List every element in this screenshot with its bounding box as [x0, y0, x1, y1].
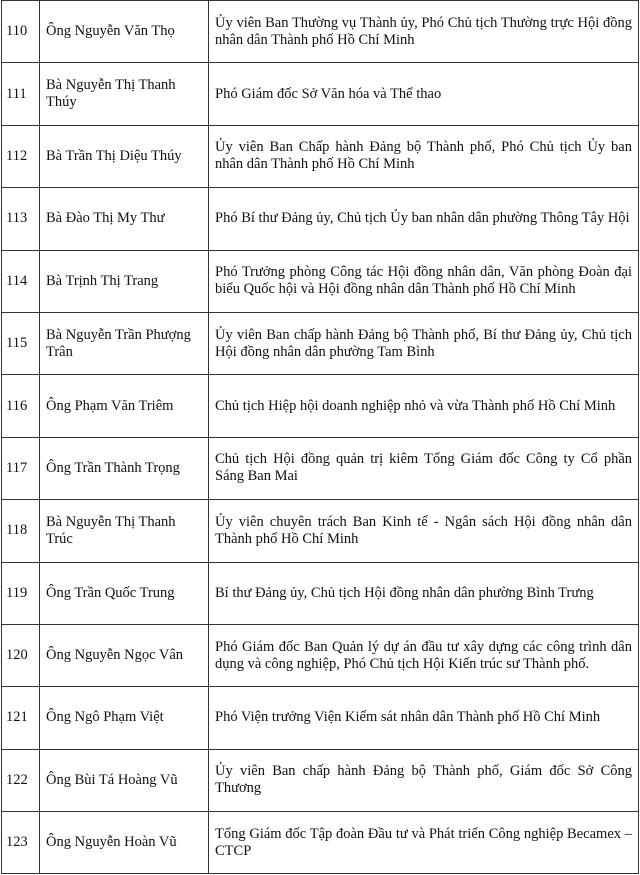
- row-number: 123: [2, 812, 40, 874]
- row-number: 122: [2, 749, 40, 811]
- table-row: [2, 63, 639, 125]
- table-row: [2, 375, 639, 437]
- row-number: 121: [2, 687, 40, 749]
- table-row: [2, 125, 639, 187]
- row-number: 117: [2, 437, 40, 499]
- member-name: Bà Trịnh Thị Trang: [40, 250, 209, 312]
- member-name: Ông Phạm Văn Triêm: [40, 375, 209, 437]
- row-number: 110: [2, 1, 40, 63]
- member-position: Phó Bí thư Đảng ủy, Chủ tịch Ủy ban nhân dân phường Thông Tây Hội: [209, 188, 639, 250]
- table-row: [2, 188, 639, 250]
- member-position: Tổng Giám đốc Tập đoàn Đầu tư và Phát triển Công nghiệp Becamex – CTCP: [209, 812, 639, 874]
- member-name: Ông Nguyễn Ngọc Vân: [40, 624, 209, 686]
- member-name: Bà Trần Thị Diệu Thúy: [40, 125, 209, 187]
- row-number: 114: [2, 250, 40, 312]
- member-name: Ông Trần Quốc Trung: [40, 562, 209, 624]
- member-position: Bí thư Đảng ủy, Chủ tịch Hội đồng nhân dân phường Bình Trưng: [209, 562, 639, 624]
- member-table: [1, 0, 639, 874]
- table-row: [2, 562, 639, 624]
- member-position: Phó Viện trưởng Viện Kiểm sát nhân dân Thành phố Hồ Chí Minh: [209, 687, 639, 749]
- member-position: Ủy viên chuyên trách Ban Kinh tế - Ngân sách Hội đồng nhân dân Thành phố Hồ Chí Minh: [209, 500, 639, 562]
- member-name: Ông Trần Thành Trọng: [40, 437, 209, 499]
- member-position: Ủy viên Ban Chấp hành Đảng bộ Thành phố, Phó Chủ tịch Ủy ban nhân dân Thành phố Hồ Chí Minh: [209, 125, 639, 187]
- member-name: Bà Đào Thị My Thư: [40, 188, 209, 250]
- row-number: 120: [2, 624, 40, 686]
- row-number: 119: [2, 562, 40, 624]
- member-position: Phó Trưởng phòng Công tác Hội đồng nhân dân, Văn phòng Đoàn đại biểu Quốc hội và Hội đồng nhân dân Thành phố Hồ Chí Minh: [209, 250, 639, 312]
- member-position: Chủ tịch Hiệp hội doanh nghiệp nhỏ và vừa Thành phố Hồ Chí Minh: [209, 375, 639, 437]
- member-position: Ủy viên Ban chấp hành Đảng bộ Thành phố, Giám đốc Sở Công Thương: [209, 749, 639, 811]
- table-row: [2, 687, 639, 749]
- row-number: 112: [2, 125, 40, 187]
- table-row: [2, 312, 639, 374]
- member-name: Bà Nguyễn Thị Thanh Trúc: [40, 500, 209, 562]
- table-row: [2, 1, 639, 63]
- row-number: 116: [2, 375, 40, 437]
- member-position: Ủy viên Ban chấp hành Đảng bộ Thành phố, Bí thư Đảng ủy, Chủ tịch Hội đồng nhân dân phường Tam Bình: [209, 312, 639, 374]
- row-number: 113: [2, 188, 40, 250]
- member-position: Ủy viên Ban Thường vụ Thành ủy, Phó Chủ tịch Thường trực Hội đồng nhân dân Thành phố Hồ Chí Minh: [209, 1, 639, 63]
- member-name: Ông Ngô Phạm Việt: [40, 687, 209, 749]
- row-number: 118: [2, 500, 40, 562]
- table-row: [2, 812, 639, 874]
- member-position: Chủ tịch Hội đồng quản trị kiêm Tổng Giám đốc Công ty Cổ phần Sáng Ban Mai: [209, 437, 639, 499]
- table-row: [2, 624, 639, 686]
- member-name: Bà Nguyễn Trần Phượng Trân: [40, 312, 209, 374]
- member-name: Ông Bùi Tá Hoàng Vũ: [40, 749, 209, 811]
- member-name: Ông Nguyễn Văn Thọ: [40, 1, 209, 63]
- table-row: [2, 437, 639, 499]
- member-position: Phó Giám đốc Ban Quản lý dự án đầu tư xây dựng các công trình dân dụng và công nghiệp, Phó Chủ tịch Hội Kiến trúc sư Thành phố.: [209, 624, 639, 686]
- table-row: [2, 749, 639, 811]
- table-row: [2, 500, 639, 562]
- member-position: Phó Giám đốc Sở Văn hóa và Thể thao: [209, 63, 639, 125]
- table-row: [2, 250, 639, 312]
- row-number: 115: [2, 312, 40, 374]
- row-number: 111: [2, 63, 40, 125]
- member-name: Ông Nguyễn Hoàn Vũ: [40, 812, 209, 874]
- member-name: Bà Nguyễn Thị Thanh Thúy: [40, 63, 209, 125]
